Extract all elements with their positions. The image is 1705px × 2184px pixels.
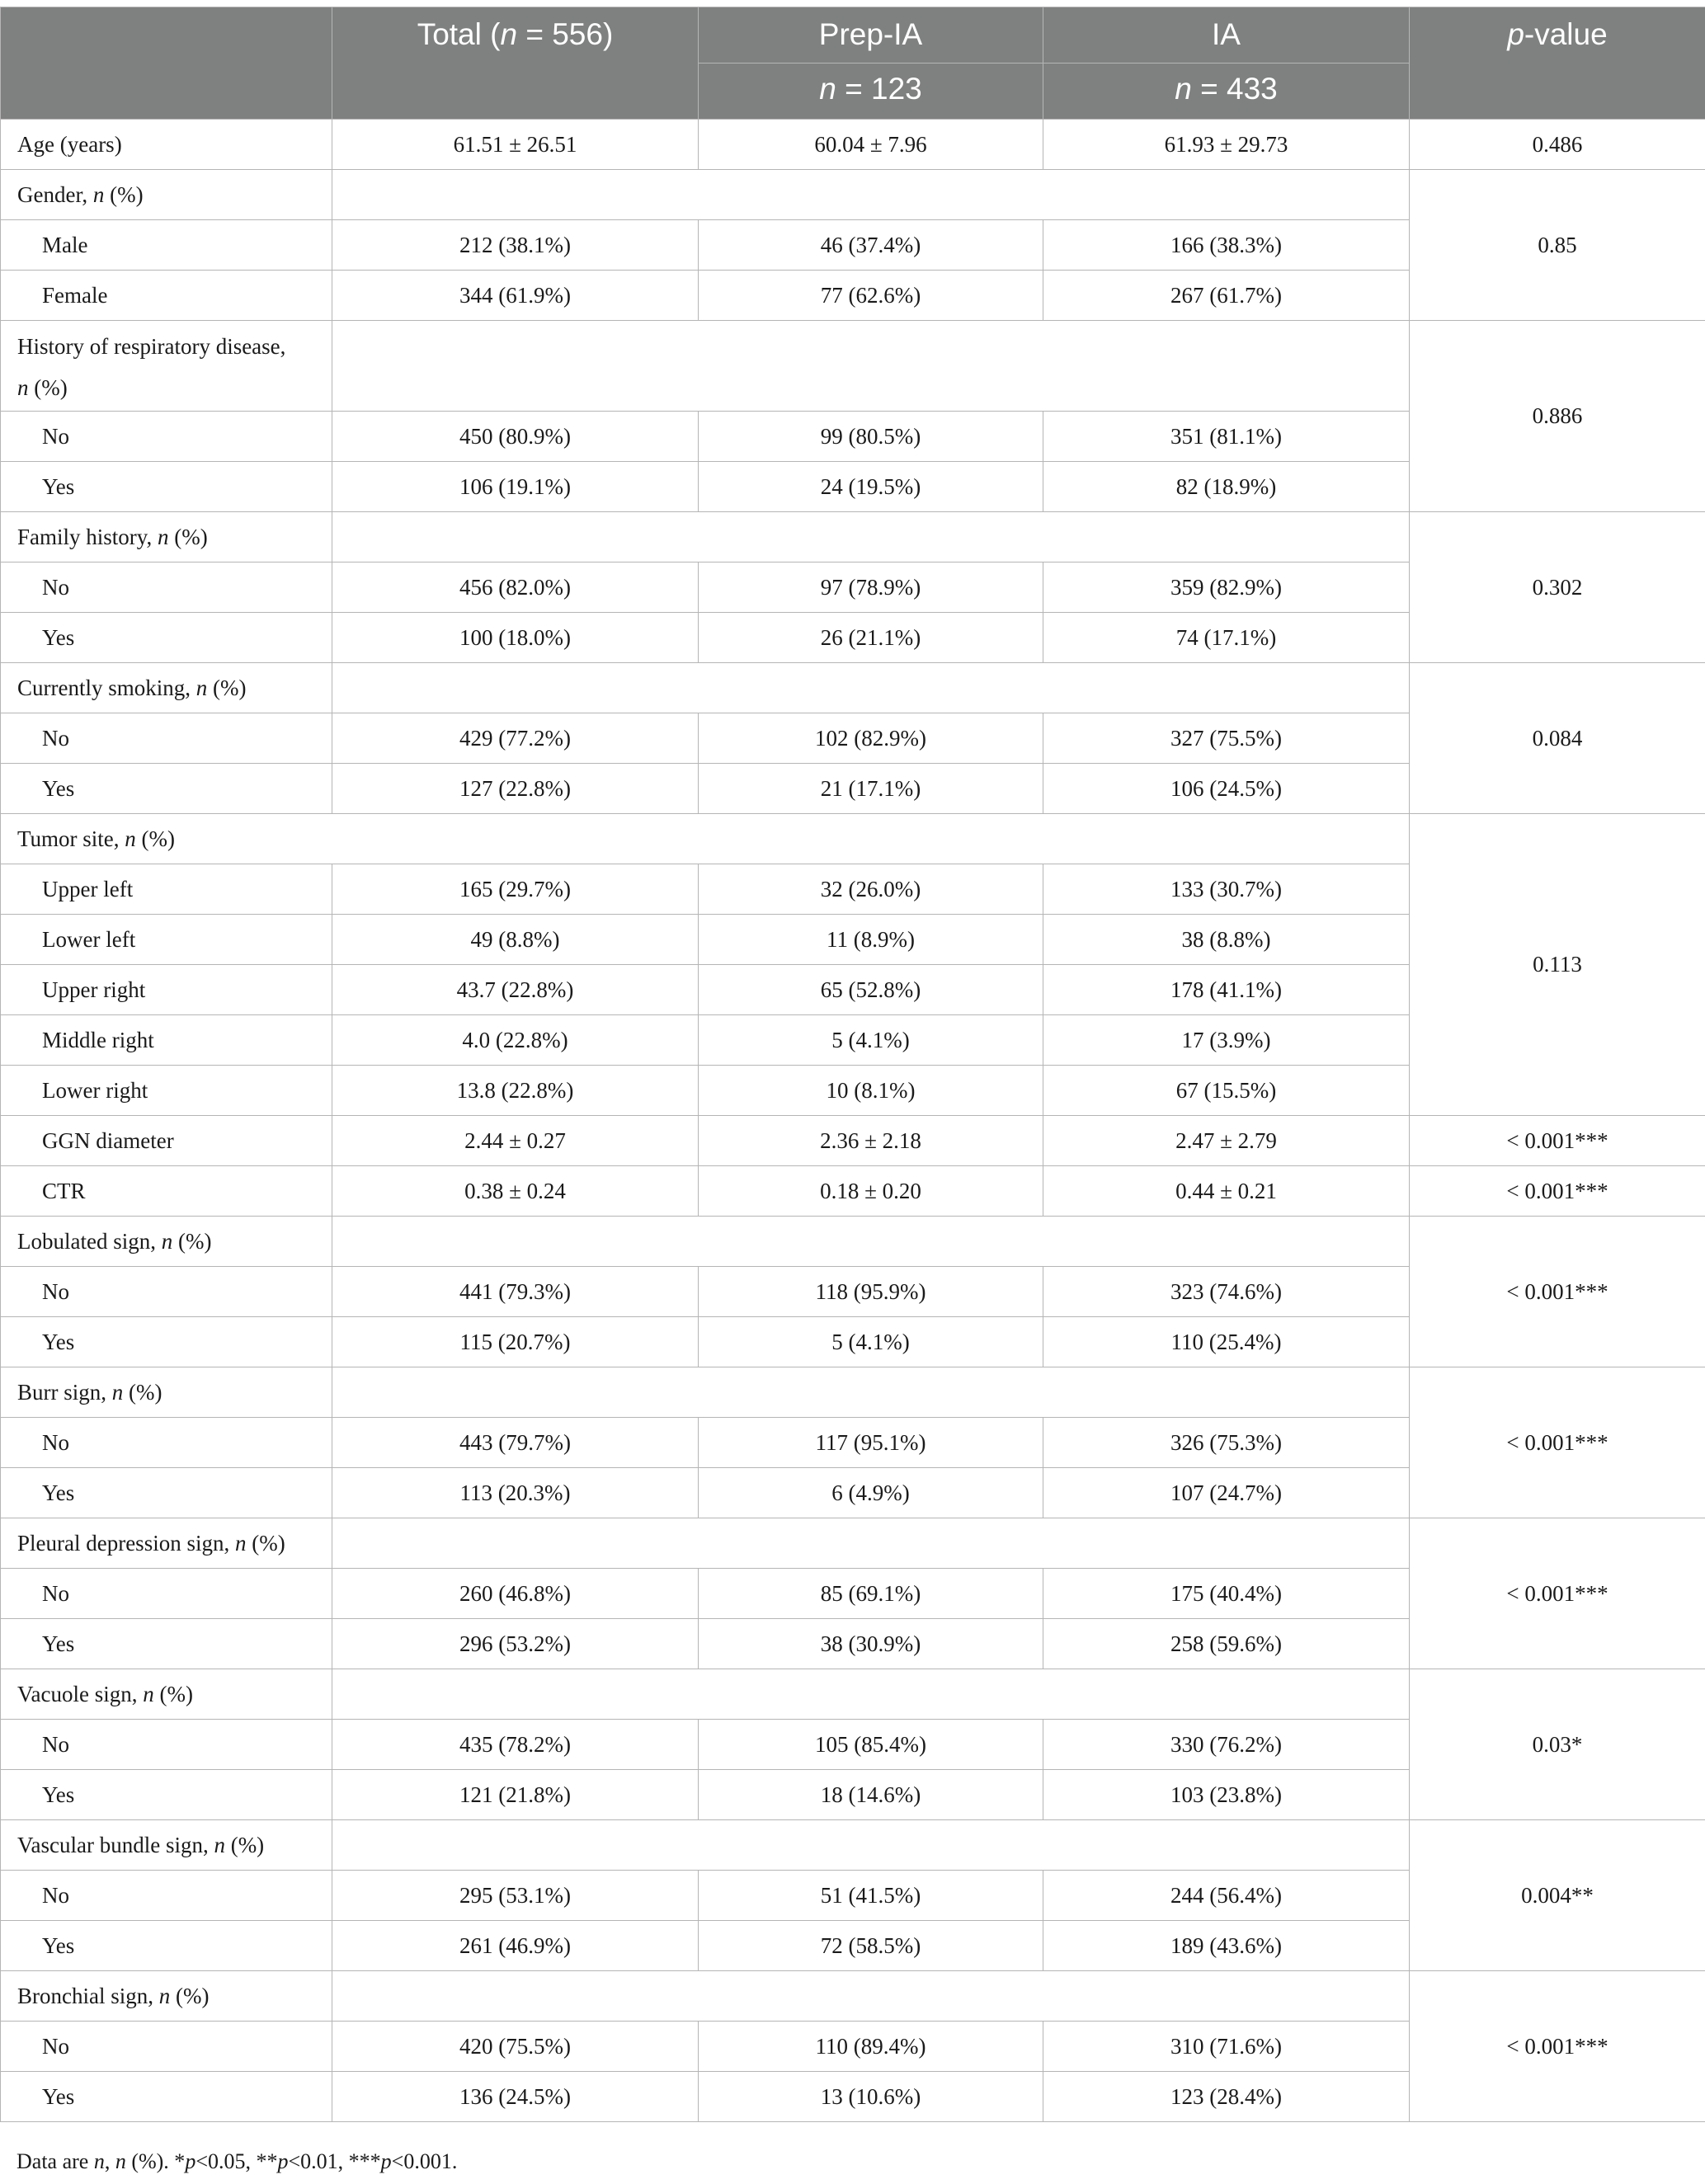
ia-cell: 178 (41.1%) bbox=[1043, 965, 1410, 1015]
p-value-cell: 0.302 bbox=[1410, 512, 1705, 663]
p-value-cell: 0.113 bbox=[1410, 814, 1705, 1116]
ia-cell: 110 (25.4%) bbox=[1043, 1317, 1410, 1367]
row-label: Yes bbox=[1, 764, 332, 814]
prep-cell: 99 (80.5%) bbox=[699, 412, 1043, 462]
total-cell: 296 (53.2%) bbox=[332, 1619, 699, 1669]
total-cell: 13.8 (22.8%) bbox=[332, 1066, 699, 1116]
total-cell: 295 (53.1%) bbox=[332, 1871, 699, 1921]
row-label: No bbox=[1, 2022, 332, 2072]
prep-cell: 102 (82.9%) bbox=[699, 713, 1043, 764]
row-label: No bbox=[1, 1871, 332, 1921]
prep-cell: 10 (8.1%) bbox=[699, 1066, 1043, 1116]
table-row-age bbox=[1, 120, 1705, 170]
prep-cell: 6 (4.9%) bbox=[699, 1468, 1043, 1518]
row-label: Bronchial sign, n (%) bbox=[1, 1971, 332, 2022]
prep-cell: 13 (10.6%) bbox=[699, 2072, 1043, 2122]
row-label: Yes bbox=[1, 1468, 332, 1518]
ia-cell: 133 (30.7%) bbox=[1043, 864, 1410, 915]
total-cell: 106 (19.1%) bbox=[332, 462, 699, 512]
prep-cell: 18 (14.6%) bbox=[699, 1770, 1043, 1820]
total-cell: 115 (20.7%) bbox=[332, 1317, 699, 1367]
row-label: Yes bbox=[1, 1770, 332, 1820]
ia-cell: 326 (75.3%) bbox=[1043, 1418, 1410, 1468]
p-value-cell: 0.03* bbox=[1410, 1669, 1705, 1820]
empty-span-cell bbox=[332, 1217, 1410, 1267]
header-total: Total (n = 556) bbox=[332, 7, 699, 120]
total-cell: 441 (79.3%) bbox=[332, 1267, 699, 1317]
header-blank-cell bbox=[1, 7, 332, 120]
table-row-family-header bbox=[1, 512, 1705, 562]
ia-cell: 267 (61.7%) bbox=[1043, 271, 1410, 321]
header-prep-ia: Prep-IA bbox=[699, 7, 1043, 64]
p-value-cell: 0.886 bbox=[1410, 321, 1705, 512]
empty-span-cell bbox=[332, 1669, 1410, 1720]
row-label: Yes bbox=[1, 1921, 332, 1971]
ia-cell: 0.44 ± 0.21 bbox=[1043, 1166, 1410, 1217]
ia-cell: 359 (82.9%) bbox=[1043, 562, 1410, 613]
prep-cell: 97 (78.9%) bbox=[699, 562, 1043, 613]
row-label: Lower right bbox=[1, 1066, 332, 1116]
ia-cell: 166 (38.3%) bbox=[1043, 220, 1410, 271]
row-label: Yes bbox=[1, 613, 332, 663]
p-value-cell: 0.486 bbox=[1410, 120, 1705, 170]
row-label: CTR bbox=[1, 1166, 332, 1217]
prep-cell: 117 (95.1%) bbox=[699, 1418, 1043, 1468]
total-cell: 136 (24.5%) bbox=[332, 2072, 699, 2122]
total-cell: 260 (46.8%) bbox=[332, 1569, 699, 1619]
total-cell: 113 (20.3%) bbox=[332, 1468, 699, 1518]
table-row-ctr bbox=[1, 1166, 1705, 1217]
ia-cell: 74 (17.1%) bbox=[1043, 613, 1410, 663]
table-row-gender-header bbox=[1, 170, 1705, 220]
row-label: Pleural depression sign, n (%) bbox=[1, 1518, 332, 1569]
ia-cell: 106 (24.5%) bbox=[1043, 764, 1410, 814]
prep-cell: 24 (19.5%) bbox=[699, 462, 1043, 512]
table-footnote: Data are n, n (%). *p<0.05, **p<0.01, ***p<0.001. bbox=[16, 2149, 458, 2173]
row-label: No bbox=[1, 1418, 332, 1468]
empty-span-cell bbox=[332, 170, 1410, 220]
total-cell: 429 (77.2%) bbox=[332, 713, 699, 764]
prep-cell: 51 (41.5%) bbox=[699, 1871, 1043, 1921]
table-row-vascular-header bbox=[1, 1820, 1705, 1871]
total-cell: 261 (46.9%) bbox=[332, 1921, 699, 1971]
empty-span-cell bbox=[332, 512, 1410, 562]
total-cell: 100 (18.0%) bbox=[332, 613, 699, 663]
total-cell: 49 (8.8%) bbox=[332, 915, 699, 965]
prep-cell: 38 (30.9%) bbox=[699, 1619, 1043, 1669]
row-label: Burr sign, n (%) bbox=[1, 1367, 332, 1418]
table-header bbox=[1, 7, 1705, 120]
row-label: Female bbox=[1, 271, 332, 321]
ia-cell: 327 (75.5%) bbox=[1043, 713, 1410, 764]
prep-cell: 11 (8.9%) bbox=[699, 915, 1043, 965]
total-cell: 121 (21.8%) bbox=[332, 1770, 699, 1820]
row-label: Upper left bbox=[1, 864, 332, 915]
ia-cell: 351 (81.1%) bbox=[1043, 412, 1410, 462]
prep-cell: 46 (37.4%) bbox=[699, 220, 1043, 271]
total-cell: 443 (79.7%) bbox=[332, 1418, 699, 1468]
row-label: Yes bbox=[1, 1317, 332, 1367]
p-value-cell: < 0.001*** bbox=[1410, 1116, 1705, 1166]
prep-cell: 5 (4.1%) bbox=[699, 1317, 1043, 1367]
header-ia-n: n = 433 bbox=[1043, 64, 1410, 120]
prep-cell: 65 (52.8%) bbox=[699, 965, 1043, 1015]
row-label: Vacuole sign, n (%) bbox=[1, 1669, 332, 1720]
ia-cell: 123 (28.4%) bbox=[1043, 2072, 1410, 2122]
row-label: Currently smoking, n (%) bbox=[1, 663, 332, 713]
table-row-respiratory-header bbox=[1, 321, 1705, 412]
row-label: GGN diameter bbox=[1, 1116, 332, 1166]
total-cell: 127 (22.8%) bbox=[332, 764, 699, 814]
prep-cell: 0.18 ± 0.20 bbox=[699, 1166, 1043, 1217]
total-cell: 435 (78.2%) bbox=[332, 1720, 699, 1770]
row-label: Yes bbox=[1, 2072, 332, 2122]
row-label: Upper right bbox=[1, 965, 332, 1015]
ia-cell: 310 (71.6%) bbox=[1043, 2022, 1410, 2072]
row-label: Yes bbox=[1, 462, 332, 512]
total-cell: 420 (75.5%) bbox=[332, 2022, 699, 2072]
total-cell: 61.51 ± 26.51 bbox=[332, 120, 699, 170]
p-value-cell: < 0.001*** bbox=[1410, 1971, 1705, 2122]
row-label: Lower left bbox=[1, 915, 332, 965]
ia-cell: 103 (23.8%) bbox=[1043, 1770, 1410, 1820]
p-value-cell: < 0.001*** bbox=[1410, 1518, 1705, 1669]
prep-cell: 60.04 ± 7.96 bbox=[699, 120, 1043, 170]
prep-cell: 5 (4.1%) bbox=[699, 1015, 1043, 1066]
row-label: No bbox=[1, 1569, 332, 1619]
ia-cell: 258 (59.6%) bbox=[1043, 1619, 1410, 1669]
prep-cell: 2.36 ± 2.18 bbox=[699, 1116, 1043, 1166]
row-label: No bbox=[1, 1720, 332, 1770]
prep-cell: 32 (26.0%) bbox=[699, 864, 1043, 915]
total-cell: 344 (61.9%) bbox=[332, 271, 699, 321]
row-label: Vascular bundle sign, n (%) bbox=[1, 1820, 332, 1871]
ia-cell: 330 (76.2%) bbox=[1043, 1720, 1410, 1770]
total-cell: 4.0 (22.8%) bbox=[332, 1015, 699, 1066]
prep-cell: 110 (89.4%) bbox=[699, 2022, 1043, 2072]
table-row-bronchial-header bbox=[1, 1971, 1705, 2022]
row-label: Middle right bbox=[1, 1015, 332, 1066]
row-label: Gender, n (%) bbox=[1, 170, 332, 220]
total-cell: 456 (82.0%) bbox=[332, 562, 699, 613]
prep-cell: 85 (69.1%) bbox=[699, 1569, 1043, 1619]
ia-cell: 38 (8.8%) bbox=[1043, 915, 1410, 965]
row-label: Lobulated sign, n (%) bbox=[1, 1217, 332, 1267]
row-label: No bbox=[1, 562, 332, 613]
row-label: Age (years) bbox=[1, 120, 332, 170]
table-row-pleural-header bbox=[1, 1518, 1705, 1569]
row-label: No bbox=[1, 1267, 332, 1317]
ia-cell: 323 (74.6%) bbox=[1043, 1267, 1410, 1317]
prep-cell: 105 (85.4%) bbox=[699, 1720, 1043, 1770]
row-label: Yes bbox=[1, 1619, 332, 1669]
row-label: Tumor site, n (%) bbox=[1, 814, 1410, 864]
header-p-value: p-value bbox=[1410, 7, 1705, 120]
ia-cell: 61.93 ± 29.73 bbox=[1043, 120, 1410, 170]
baseline-characteristics-table bbox=[0, 7, 1705, 2122]
p-value-cell: < 0.001*** bbox=[1410, 1217, 1705, 1367]
total-cell: 450 (80.9%) bbox=[332, 412, 699, 462]
prep-cell: 72 (58.5%) bbox=[699, 1921, 1043, 1971]
row-label: Family history, n (%) bbox=[1, 512, 332, 562]
empty-span-cell bbox=[332, 1971, 1410, 2022]
ia-cell: 244 (56.4%) bbox=[1043, 1871, 1410, 1921]
p-value-cell: 0.004** bbox=[1410, 1820, 1705, 1971]
total-cell: 165 (29.7%) bbox=[332, 864, 699, 915]
prep-cell: 26 (21.1%) bbox=[699, 613, 1043, 663]
total-cell: 212 (38.1%) bbox=[332, 220, 699, 271]
row-label: History of respiratory disease, n (%) bbox=[1, 321, 332, 412]
ia-cell: 189 (43.6%) bbox=[1043, 1921, 1410, 1971]
ia-cell: 107 (24.7%) bbox=[1043, 1468, 1410, 1518]
empty-span-cell bbox=[332, 1367, 1410, 1418]
row-label: No bbox=[1, 412, 332, 462]
empty-span-cell bbox=[332, 321, 1410, 412]
table-row-lobulated-header bbox=[1, 1217, 1705, 1267]
prep-cell: 118 (95.9%) bbox=[699, 1267, 1043, 1317]
total-cell: 2.44 ± 0.27 bbox=[332, 1116, 699, 1166]
empty-span-cell bbox=[332, 1518, 1410, 1569]
ia-cell: 17 (3.9%) bbox=[1043, 1015, 1410, 1066]
p-value-cell: < 0.001*** bbox=[1410, 1166, 1705, 1217]
header-prep-n: n = 123 bbox=[699, 64, 1043, 120]
p-value-cell: 0.084 bbox=[1410, 663, 1705, 814]
prep-cell: 21 (17.1%) bbox=[699, 764, 1043, 814]
header-ia: IA bbox=[1043, 7, 1410, 64]
table-row-ggn-diameter bbox=[1, 1116, 1705, 1166]
p-value-cell: < 0.001*** bbox=[1410, 1367, 1705, 1518]
table-row-burr-header bbox=[1, 1367, 1705, 1418]
ia-cell: 67 (15.5%) bbox=[1043, 1066, 1410, 1116]
ia-cell: 175 (40.4%) bbox=[1043, 1569, 1410, 1619]
row-label: Male bbox=[1, 220, 332, 271]
prep-cell: 77 (62.6%) bbox=[699, 271, 1043, 321]
total-cell: 43.7 (22.8%) bbox=[332, 965, 699, 1015]
table-row-tumor-header bbox=[1, 814, 1705, 864]
table-row-smoking-header bbox=[1, 663, 1705, 713]
total-cell: 0.38 ± 0.24 bbox=[332, 1166, 699, 1217]
p-value-cell: 0.85 bbox=[1410, 170, 1705, 321]
ia-cell: 82 (18.9%) bbox=[1043, 462, 1410, 512]
empty-span-cell bbox=[332, 1820, 1410, 1871]
table-row-vacuole-header bbox=[1, 1669, 1705, 1720]
empty-span-cell bbox=[332, 663, 1410, 713]
row-label: No bbox=[1, 713, 332, 764]
ia-cell: 2.47 ± 2.79 bbox=[1043, 1116, 1410, 1166]
